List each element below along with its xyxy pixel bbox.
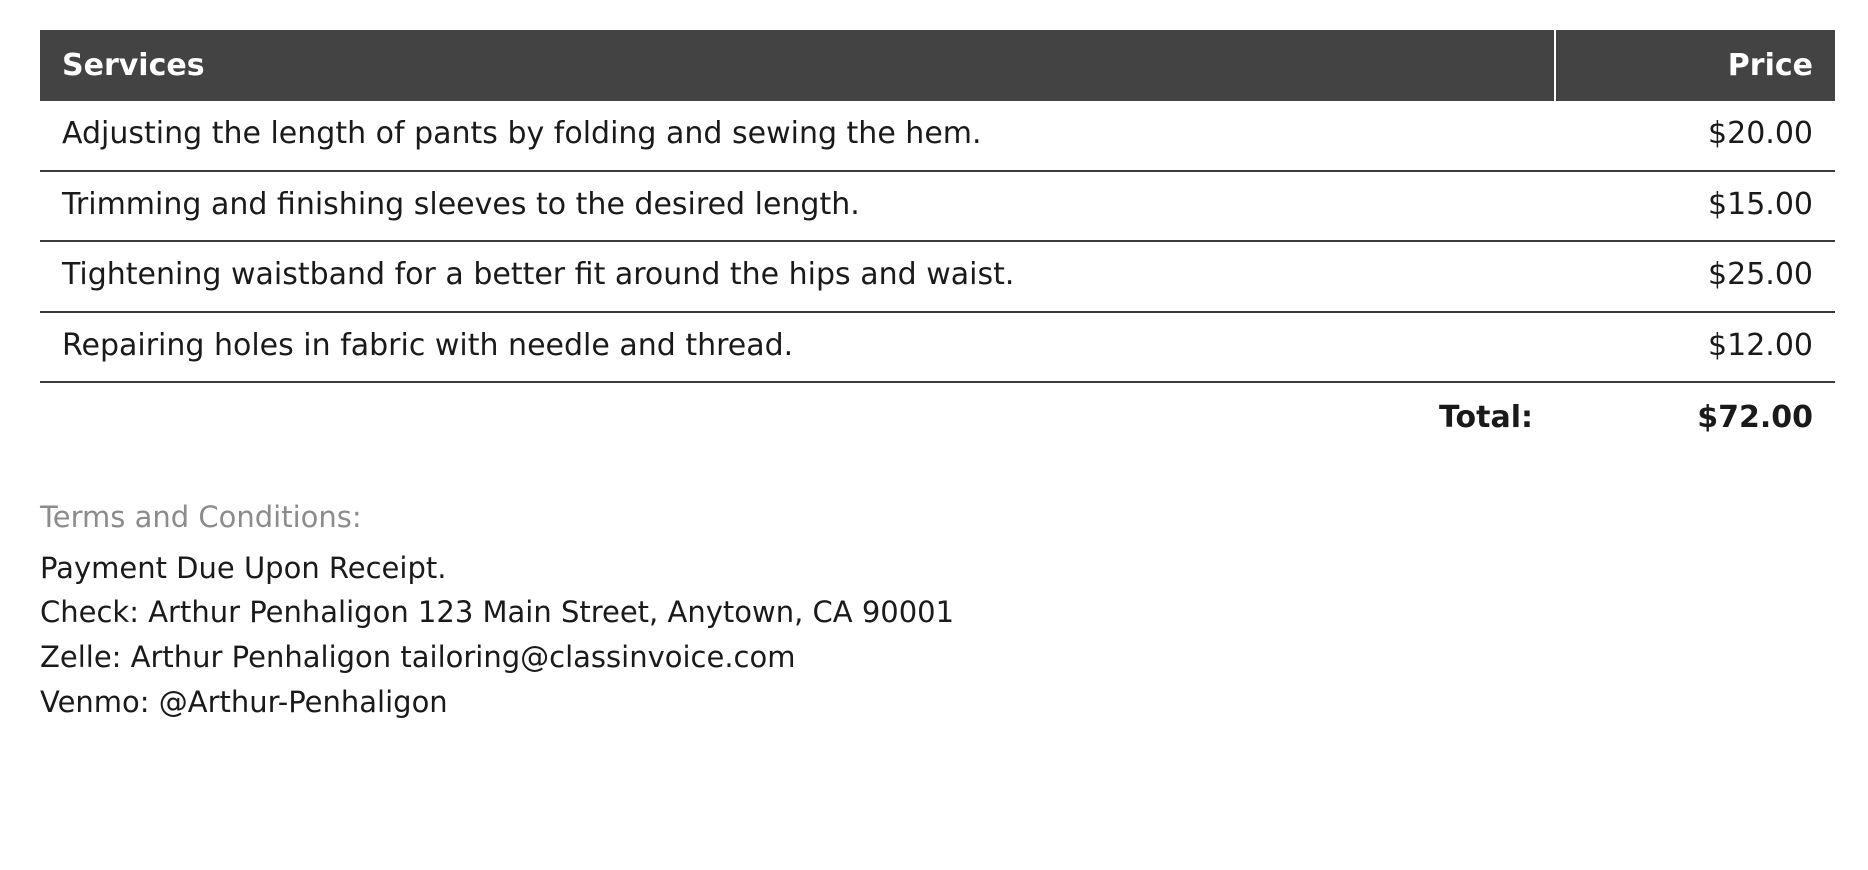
table-total-row (40, 382, 1835, 454)
column-header-services: Services (40, 30, 1555, 101)
table-header (40, 30, 1835, 101)
column-header-price: Price (1555, 30, 1835, 101)
service-price: $15.00 (1555, 171, 1835, 242)
services-price-table (40, 30, 1835, 454)
total-label: Total: (1439, 400, 1533, 435)
table-body (40, 101, 1835, 454)
terms-line-zelle: Zelle: Arthur Penhaligon tailoring@classinvoice.com (40, 640, 796, 675)
terms-line-venmo: Venmo: @Arthur-Penhaligon (40, 685, 448, 720)
service-description: Adjusting the length of pants by folding and sewing the hem. (40, 101, 1555, 171)
table-row (40, 101, 1835, 171)
service-price: $25.00 (1555, 241, 1835, 312)
terms-line-check: Check: Arthur Penhaligon 123 Main Street, Anytown, CA 90001 (40, 595, 955, 630)
service-description: Tightening waistband for a better fit around the hips and waist. (40, 241, 1555, 312)
service-price: $12.00 (1555, 312, 1835, 383)
table-row (40, 241, 1835, 312)
terms-heading: Terms and Conditions: (40, 499, 362, 534)
service-description: Trimming and finishing sleeves to the desired length. (40, 171, 1555, 242)
table-row (40, 312, 1835, 383)
terms-line-payment: Payment Due Upon Receipt. (40, 550, 447, 585)
service-description: Repairing holes in fabric with needle and thread. (40, 312, 1555, 383)
service-price: $20.00 (1555, 101, 1835, 171)
table-row (40, 171, 1835, 242)
total-value: $72.00 (1697, 400, 1813, 435)
terms-and-conditions-section (40, 496, 1828, 726)
table-header-row (40, 30, 1835, 101)
